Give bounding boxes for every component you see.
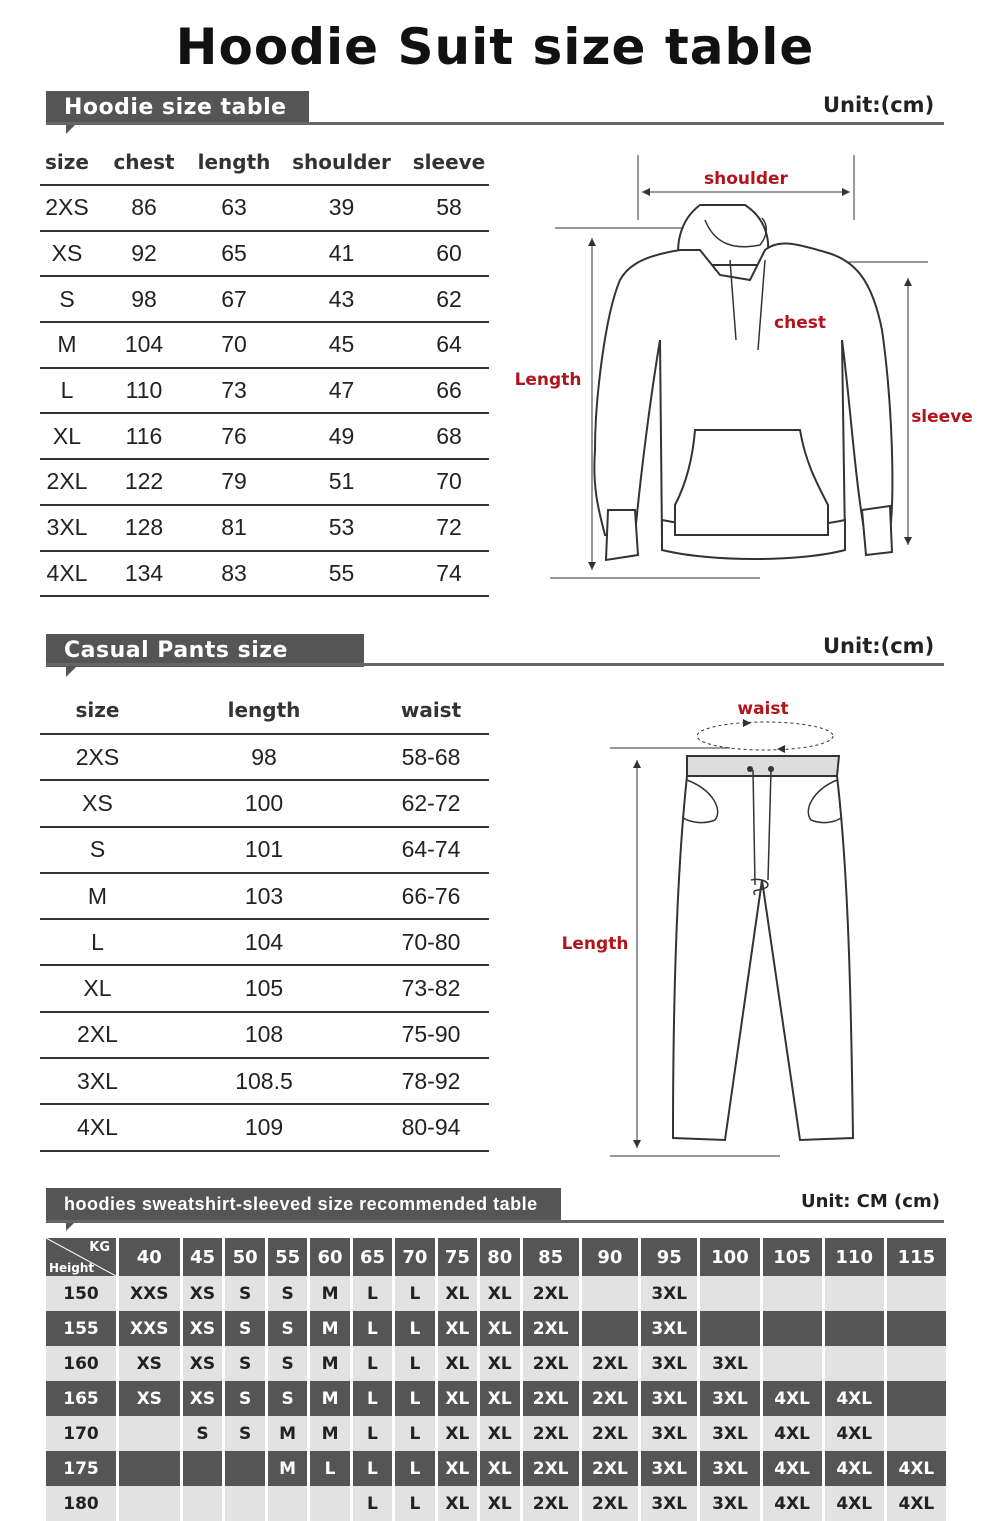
- kg-header: 95: [641, 1238, 697, 1276]
- kg-header: 80: [480, 1238, 519, 1276]
- table-cell: [763, 1311, 822, 1346]
- table-cell: 104: [155, 919, 373, 965]
- table-cell: 105: [155, 965, 373, 1011]
- table-cell: 101: [155, 827, 373, 873]
- table-cell: [225, 1451, 264, 1486]
- table-cell: 2XS: [40, 734, 155, 780]
- table-cell: S: [225, 1346, 264, 1381]
- kg-header: 100: [700, 1238, 759, 1276]
- table-cell: S: [268, 1346, 307, 1381]
- kg-header: 110: [825, 1238, 884, 1276]
- hoodie-diagram-sleeve-label: sleeve: [911, 407, 973, 427]
- table-cell: 110: [94, 368, 194, 414]
- kg-header: 105: [763, 1238, 822, 1276]
- table-cell: 108.5: [155, 1058, 373, 1104]
- table-cell: 108: [155, 1012, 373, 1058]
- table-cell: 2XL: [40, 1012, 155, 1058]
- table-cell: L: [40, 919, 155, 965]
- table-cell: 70: [194, 322, 274, 368]
- table-cell: 51: [274, 459, 409, 505]
- table-row: [40, 505, 489, 551]
- hoodie-section-divider: [46, 122, 944, 125]
- table-cell: S: [183, 1416, 223, 1451]
- table-cell: 41: [274, 231, 409, 277]
- table-cell: L: [395, 1311, 434, 1346]
- kg-header: 85: [523, 1238, 579, 1276]
- table-cell: XL: [438, 1311, 477, 1346]
- table-row: [46, 1311, 946, 1346]
- table-row: [40, 734, 489, 780]
- table-cell: [119, 1416, 180, 1451]
- table-cell: S: [268, 1381, 307, 1416]
- table-cell: 58: [409, 185, 489, 231]
- table-cell: 81: [194, 505, 274, 551]
- kg-header: 90: [582, 1238, 638, 1276]
- table-cell: 2XL: [582, 1416, 638, 1451]
- table-cell: XL: [40, 965, 155, 1011]
- table-cell: XL: [480, 1451, 519, 1486]
- table-cell: 3XL: [700, 1451, 759, 1486]
- table-cell: [183, 1451, 223, 1486]
- table-row: [40, 919, 489, 965]
- table-cell: 3XL: [700, 1486, 759, 1521]
- height-cell: 175: [46, 1451, 116, 1486]
- corner-kg-label: KG: [89, 1240, 110, 1255]
- table-cell: 72: [409, 505, 489, 551]
- height-cell: 155: [46, 1311, 116, 1346]
- hoodie-header-size: size: [40, 140, 94, 185]
- table-cell: S: [225, 1416, 264, 1451]
- table-cell: XL: [480, 1381, 519, 1416]
- table-cell: 63: [194, 185, 274, 231]
- table-cell: 4XL: [40, 551, 94, 597]
- table-cell: L: [353, 1346, 392, 1381]
- table-cell: 70: [409, 459, 489, 505]
- table-cell: 3XL: [40, 505, 94, 551]
- table-cell: [887, 1311, 946, 1346]
- table-cell: 3XL: [641, 1381, 697, 1416]
- table-cell: XL: [438, 1346, 477, 1381]
- table-cell: 2XL: [582, 1486, 638, 1521]
- table-cell: M: [310, 1381, 349, 1416]
- table-cell: 128: [94, 505, 194, 551]
- table-cell: 73-82: [373, 965, 489, 1011]
- table-cell: 2XL: [523, 1276, 579, 1311]
- table-cell: 3XL: [700, 1381, 759, 1416]
- table-cell: 92: [94, 231, 194, 277]
- table-cell: [825, 1311, 884, 1346]
- table-cell: 49: [274, 413, 409, 459]
- table-cell: M: [268, 1416, 307, 1451]
- table-cell: XL: [40, 413, 94, 459]
- table-cell: XS: [40, 780, 155, 826]
- table-cell: 70-80: [373, 919, 489, 965]
- table-row: [40, 780, 489, 826]
- table-cell: 4XL: [763, 1381, 822, 1416]
- table-cell: 3XL: [700, 1416, 759, 1451]
- table-cell: 55: [274, 551, 409, 597]
- table-cell: 4XL: [825, 1416, 884, 1451]
- table-cell: [887, 1276, 946, 1311]
- kg-header: 60: [310, 1238, 349, 1276]
- table-cell: L: [40, 368, 94, 414]
- table-cell: 2XL: [523, 1381, 579, 1416]
- table-cell: 122: [94, 459, 194, 505]
- kg-header: 50: [225, 1238, 264, 1276]
- table-cell: [887, 1381, 946, 1416]
- hoodie-diagram-shoulder-label: shoulder: [704, 169, 788, 189]
- table-row: [40, 1104, 489, 1150]
- table-cell: XXS: [119, 1311, 180, 1346]
- table-cell: M: [268, 1451, 307, 1486]
- height-cell: 150: [46, 1276, 116, 1311]
- hoodie-section-tab: Hoodie size table: [46, 91, 309, 124]
- pants-diagram: [555, 690, 895, 1170]
- table-cell: 4XL: [825, 1451, 884, 1486]
- pants-header-length: length: [155, 686, 373, 734]
- table-cell: 116: [94, 413, 194, 459]
- table-cell: [700, 1311, 759, 1346]
- table-cell: M: [310, 1416, 349, 1451]
- height-cell: 165: [46, 1381, 116, 1416]
- pants-diagram-waist-label: waist: [737, 699, 789, 719]
- table-cell: L: [353, 1311, 392, 1346]
- table-cell: XS: [183, 1311, 223, 1346]
- table-cell: XS: [40, 231, 94, 277]
- table-cell: L: [395, 1346, 434, 1381]
- table-cell: [225, 1486, 264, 1521]
- table-cell: [582, 1276, 638, 1311]
- table-cell: [582, 1311, 638, 1346]
- kg-header: 115: [887, 1238, 946, 1276]
- table-row: [40, 873, 489, 919]
- table-cell: 64: [409, 322, 489, 368]
- table-cell: XXS: [119, 1276, 180, 1311]
- table-cell: 3XL: [641, 1311, 697, 1346]
- table-cell: 4XL: [825, 1381, 884, 1416]
- hoodie-unit-label: Unit:(cm): [823, 93, 935, 117]
- table-cell: 4XL: [763, 1486, 822, 1521]
- table-cell: S: [225, 1311, 264, 1346]
- table-cell: L: [353, 1276, 392, 1311]
- table-cell: XL: [480, 1416, 519, 1451]
- table-cell: L: [310, 1451, 349, 1486]
- table-cell: [183, 1486, 223, 1521]
- table-cell: 80-94: [373, 1104, 489, 1150]
- kg-header: 45: [183, 1238, 223, 1276]
- table-cell: [887, 1416, 946, 1451]
- table-cell: 73: [194, 368, 274, 414]
- kg-header: 40: [119, 1238, 180, 1276]
- hoodie-header-length: length: [194, 140, 274, 185]
- table-cell: 98: [94, 276, 194, 322]
- table-cell: [825, 1346, 884, 1381]
- table-row: [40, 368, 489, 414]
- height-cell: 160: [46, 1346, 116, 1381]
- table-cell: 79: [194, 459, 274, 505]
- table-row: [46, 1416, 946, 1451]
- table-cell: [119, 1451, 180, 1486]
- pants-section-tab: Casual Pants size table: [46, 634, 364, 667]
- table-cell: M: [310, 1276, 349, 1311]
- table-cell: 134: [94, 551, 194, 597]
- table-cell: 2XL: [523, 1416, 579, 1451]
- hoodie-size-table: [40, 140, 489, 597]
- table-row: [40, 551, 489, 597]
- table-row: [40, 1012, 489, 1058]
- table-cell: 98: [155, 734, 373, 780]
- table-cell: XL: [480, 1311, 519, 1346]
- table-cell: 2XL: [582, 1451, 638, 1486]
- table-cell: [887, 1346, 946, 1381]
- table-cell: 62-72: [373, 780, 489, 826]
- hoodie-header-sleeve: sleeve: [409, 140, 489, 185]
- height-cell: 180: [46, 1486, 116, 1521]
- hoodie-diagram-chest-label: chest: [774, 313, 826, 333]
- table-cell: XS: [119, 1346, 180, 1381]
- table-cell: 47: [274, 368, 409, 414]
- table-cell: 4XL: [763, 1416, 822, 1451]
- table-cell: M: [40, 873, 155, 919]
- table-cell: 64-74: [373, 827, 489, 873]
- table-cell: 3XL: [641, 1486, 697, 1521]
- table-cell: 39: [274, 185, 409, 231]
- table-cell: L: [353, 1486, 392, 1521]
- table-cell: 65: [194, 231, 274, 277]
- table-cell: 2XL: [523, 1451, 579, 1486]
- kg-header: 65: [353, 1238, 392, 1276]
- table-cell: L: [395, 1416, 434, 1451]
- table-cell: L: [353, 1451, 392, 1486]
- table-cell: 4XL: [887, 1451, 946, 1486]
- table-row: [46, 1486, 946, 1521]
- table-cell: 3XL: [700, 1346, 759, 1381]
- table-cell: 4XL: [825, 1486, 884, 1521]
- recommend-section-tab: hoodies sweatshirt-sleeved size recommended table: [46, 1188, 561, 1221]
- table-cell: 2XL: [40, 459, 94, 505]
- table-cell: 2XL: [523, 1346, 579, 1381]
- pants-size-table: [40, 686, 489, 1152]
- table-cell: 62: [409, 276, 489, 322]
- table-row: [40, 965, 489, 1011]
- table-cell: 2XL: [582, 1346, 638, 1381]
- table-cell: 4XL: [40, 1104, 155, 1150]
- table-row: [40, 459, 489, 505]
- table-cell: 78-92: [373, 1058, 489, 1104]
- table-cell: S: [225, 1276, 264, 1311]
- table-row: [40, 231, 489, 277]
- table-row: [40, 322, 489, 368]
- table-cell: 104: [94, 322, 194, 368]
- pants-header-waist: waist: [373, 686, 489, 734]
- table-cell: [268, 1486, 307, 1521]
- table-cell: 3XL: [641, 1346, 697, 1381]
- hoodie-diagram-length-label: Length: [514, 370, 582, 390]
- table-cell: 67: [194, 276, 274, 322]
- hoodie-header-shoulder: shoulder: [274, 140, 409, 185]
- table-cell: L: [353, 1381, 392, 1416]
- table-cell: L: [395, 1486, 434, 1521]
- table-cell: [310, 1486, 349, 1521]
- table-cell: 76: [194, 413, 274, 459]
- table-cell: 68: [409, 413, 489, 459]
- table-cell: 60: [409, 231, 489, 277]
- table-cell: 4XL: [887, 1486, 946, 1521]
- hoodie-diagram: [510, 150, 980, 590]
- table-cell: 66: [409, 368, 489, 414]
- table-cell: S: [225, 1381, 264, 1416]
- table-cell: XL: [480, 1276, 519, 1311]
- page-title: Hoodie Suit size table: [175, 18, 815, 76]
- table-cell: 4XL: [763, 1451, 822, 1486]
- table-cell: 66-76: [373, 873, 489, 919]
- table-cell: XL: [438, 1451, 477, 1486]
- pants-unit-label: Unit:(cm): [823, 634, 935, 658]
- corner-height-label: Height: [49, 1261, 95, 1275]
- hoodie-header-chest: chest: [94, 140, 194, 185]
- table-row: [40, 276, 489, 322]
- table-cell: XL: [438, 1486, 477, 1521]
- table-cell: XS: [183, 1346, 223, 1381]
- table-row: [40, 413, 489, 459]
- table-cell: 58-68: [373, 734, 489, 780]
- table-cell: 2XL: [582, 1381, 638, 1416]
- table-cell: 109: [155, 1104, 373, 1150]
- table-cell: 3XL: [641, 1276, 697, 1311]
- kg-header: 70: [395, 1238, 434, 1276]
- table-cell: 2XL: [523, 1311, 579, 1346]
- table-cell: M: [310, 1311, 349, 1346]
- recommend-section-divider: [46, 1220, 944, 1223]
- table-cell: L: [395, 1381, 434, 1416]
- table-cell: [763, 1346, 822, 1381]
- table-cell: 86: [94, 185, 194, 231]
- table-cell: [825, 1276, 884, 1311]
- table-row: [46, 1451, 946, 1486]
- kg-header: 55: [268, 1238, 307, 1276]
- table-row: [46, 1346, 946, 1381]
- table-row: [46, 1381, 946, 1416]
- table-cell: 100: [155, 780, 373, 826]
- table-cell: 2XS: [40, 185, 94, 231]
- table-cell: M: [40, 322, 94, 368]
- pants-header-size: size: [40, 686, 155, 734]
- table-cell: XL: [480, 1346, 519, 1381]
- table-cell: 3XL: [641, 1416, 697, 1451]
- kg-header: 75: [438, 1238, 477, 1276]
- table-row: [40, 185, 489, 231]
- recommend-size-table: [43, 1238, 949, 1521]
- table-cell: [119, 1486, 180, 1521]
- table-cell: 3XL: [40, 1058, 155, 1104]
- table-cell: 3XL: [641, 1451, 697, 1486]
- table-cell: L: [395, 1451, 434, 1486]
- recommend-unit-label: Unit: CM (cm): [801, 1191, 940, 1212]
- table-row: [46, 1276, 946, 1311]
- height-cell: 170: [46, 1416, 116, 1451]
- table-cell: XS: [183, 1381, 223, 1416]
- table-cell: XL: [438, 1416, 477, 1451]
- table-cell: M: [310, 1346, 349, 1381]
- table-cell: S: [268, 1276, 307, 1311]
- table-cell: XL: [438, 1381, 477, 1416]
- table-cell: 45: [274, 322, 409, 368]
- table-cell: 83: [194, 551, 274, 597]
- table-cell: [700, 1276, 759, 1311]
- table-cell: L: [395, 1276, 434, 1311]
- pants-diagram-length-label: Length: [561, 934, 629, 954]
- table-cell: L: [353, 1416, 392, 1451]
- table-cell: XS: [183, 1276, 223, 1311]
- table-cell: 103: [155, 873, 373, 919]
- table-cell: XL: [480, 1486, 519, 1521]
- table-row: [40, 827, 489, 873]
- table-row: [40, 1058, 489, 1104]
- table-cell: 43: [274, 276, 409, 322]
- table-cell: 53: [274, 505, 409, 551]
- pants-section-divider: [46, 663, 944, 666]
- table-cell: XS: [119, 1381, 180, 1416]
- table-cell: 2XL: [523, 1486, 579, 1521]
- table-cell: S: [40, 827, 155, 873]
- table-cell: XL: [438, 1276, 477, 1311]
- table-cell: S: [40, 276, 94, 322]
- table-cell: 74: [409, 551, 489, 597]
- table-cell: [763, 1276, 822, 1311]
- table-cell: S: [268, 1311, 307, 1346]
- table-cell: 75-90: [373, 1012, 489, 1058]
- corner-header: [46, 1238, 116, 1276]
